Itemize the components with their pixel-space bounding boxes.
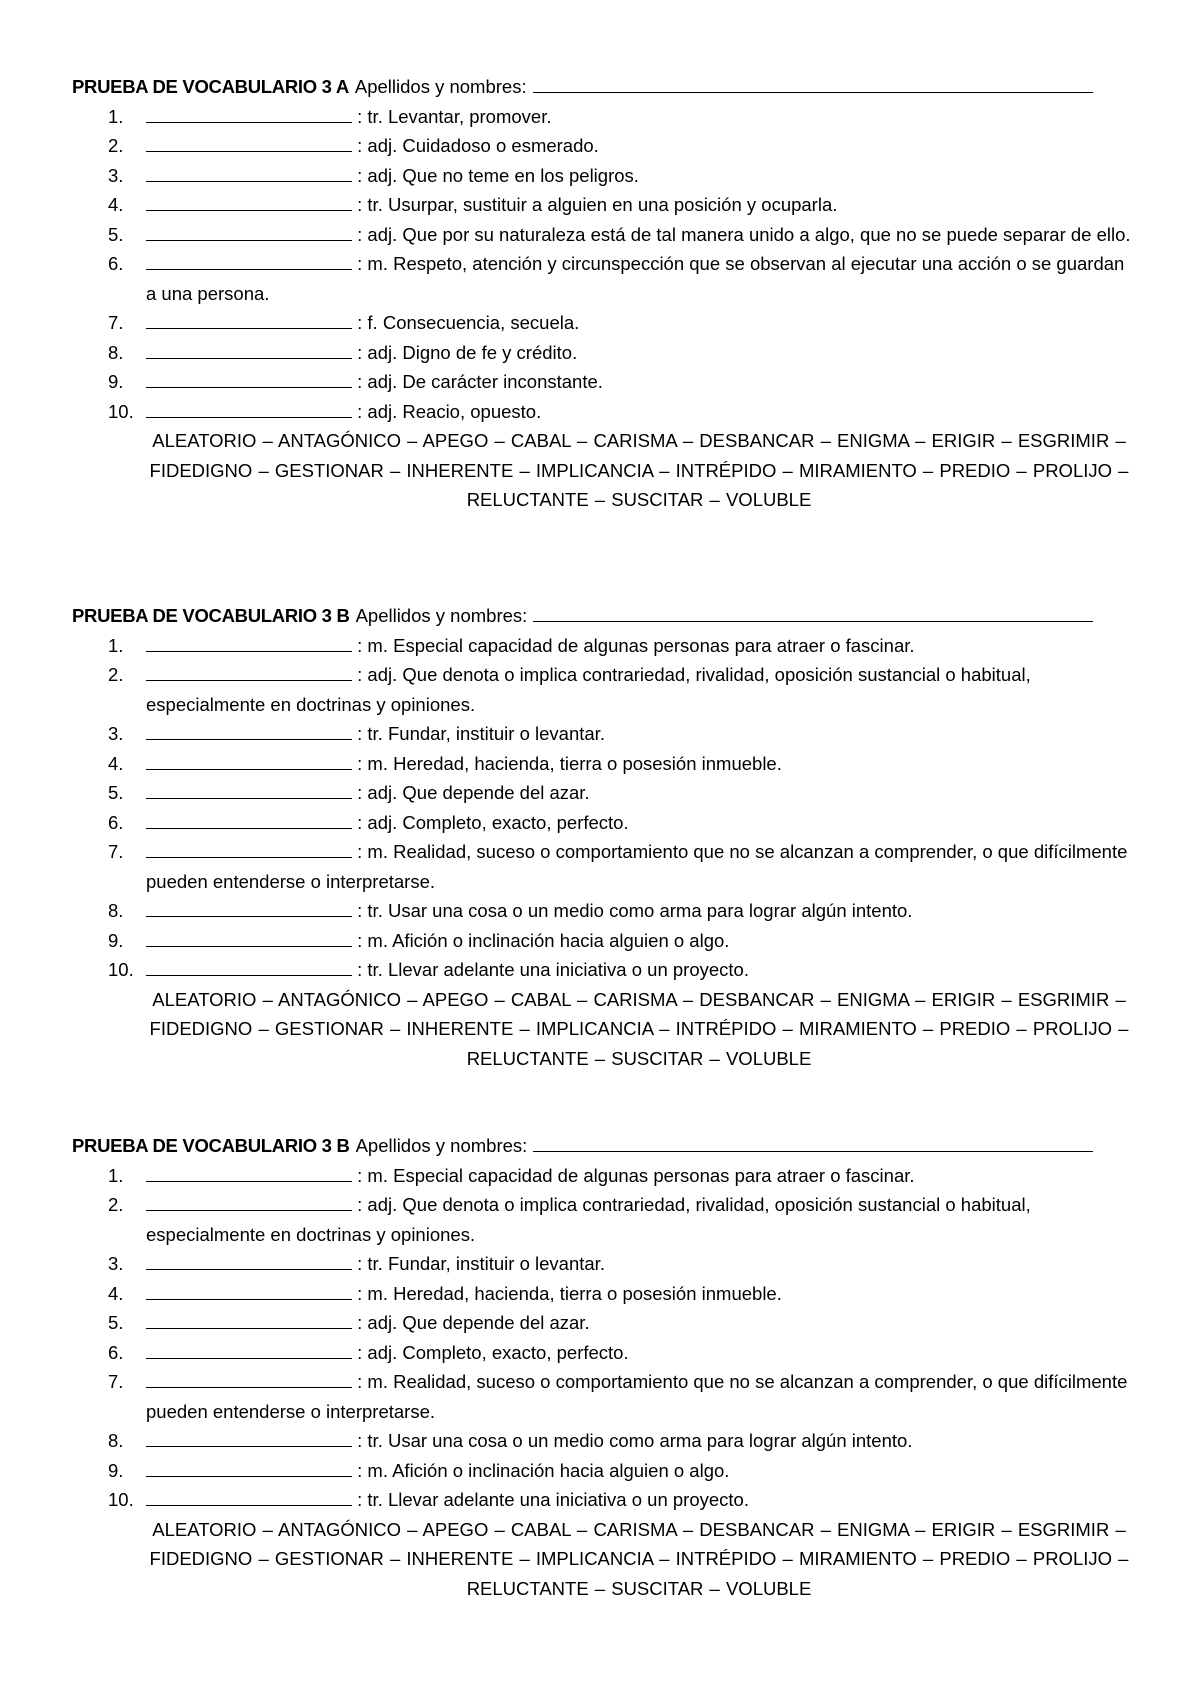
question-definition: : m. Heredad, hacienda, tierra o posesión inmueble.: [352, 752, 782, 774]
answer-blank[interactable]: [146, 369, 352, 388]
question-number: 2.: [108, 664, 124, 685]
question-definition: : m. Realidad, suceso o comportamiento que no se alcanzan a comprender, o que difícilmente pueden entenderse o interpretarse.: [146, 841, 1128, 892]
question-item: [72, 749, 1132, 779]
answer-blank[interactable]: [146, 340, 352, 359]
quiz-header: [72, 601, 1132, 631]
question-definition: : adj. Cuidadoso o esmerado.: [352, 135, 599, 156]
answer-blank[interactable]: [146, 399, 352, 418]
name-field[interactable]: [533, 1133, 1093, 1152]
answer-blank[interactable]: [146, 1487, 352, 1506]
quiz-header: [72, 72, 1132, 102]
question-definition: : adj. Reacio, opuesto.: [352, 400, 542, 422]
question-number: 6.: [108, 253, 124, 274]
question-number: 4.: [108, 752, 124, 774]
question-definition: : m. Respeto, atención y circunspección que se observan al ejecutar una acción o se guardan a una persona.: [146, 253, 1125, 304]
question-number: 1.: [108, 105, 124, 127]
question-item: [72, 896, 1132, 926]
question-number: 4.: [108, 194, 124, 215]
question-definition: : tr. Llevar adelante una iniciativa o un proyecto.: [352, 959, 749, 980]
answer-blank[interactable]: [146, 1340, 352, 1359]
question-number: 5.: [108, 223, 124, 245]
question-number: 4.: [108, 1282, 124, 1304]
question-number: 1.: [108, 1164, 124, 1186]
question-number: 6.: [108, 1341, 124, 1363]
question-definition: : tr. Llevar adelante una iniciativa o un proyecto.: [352, 1489, 749, 1510]
answer-blank[interactable]: [146, 1281, 352, 1300]
question-item: [72, 249, 1132, 308]
word-bank-line: FIDEDIGNO – GESTIONAR – INHERENTE – IMPLICANCIA – INTRÉPIDO – MIRAMIENTO – PREDIO – PROLIJO –: [149, 1548, 1129, 1569]
question-item: [72, 1367, 1132, 1426]
word-bank: [72, 985, 1132, 1074]
word-bank-line: RELUCTANTE – SUSCITAR – VOLUBLE: [466, 1047, 812, 1069]
name-field[interactable]: [533, 74, 1093, 93]
answer-blank[interactable]: [146, 192, 352, 211]
question-definition: : tr. Fundar, instituir o levantar.: [352, 1253, 605, 1274]
answer-blank[interactable]: [146, 310, 352, 329]
question-number: 9.: [108, 929, 124, 951]
answer-blank[interactable]: [146, 222, 352, 241]
question-list: [72, 102, 1132, 427]
question-number: 9.: [108, 1459, 124, 1481]
question-item: [72, 1426, 1132, 1456]
answer-blank[interactable]: [146, 633, 352, 652]
question-number: 3.: [108, 1253, 124, 1274]
answer-blank[interactable]: [146, 721, 352, 740]
answer-blank[interactable]: [146, 1428, 352, 1447]
question-number: 8.: [108, 341, 124, 363]
question-item: [72, 1190, 1132, 1249]
question-number: 7.: [108, 1371, 124, 1392]
question-number: 2.: [108, 135, 124, 156]
question-number: 1.: [108, 634, 124, 656]
question-list: [72, 631, 1132, 985]
name-label: Apellidos y nombres:: [355, 1135, 528, 1156]
name-label: Apellidos y nombres:: [354, 76, 527, 97]
word-bank-line: RELUCTANTE – SUSCITAR – VOLUBLE: [466, 489, 812, 510]
question-item: [72, 308, 1132, 338]
question-item: [72, 131, 1132, 161]
word-bank: [72, 1515, 1132, 1604]
question-number: 8.: [108, 900, 124, 921]
question-definition: : adj. De carácter inconstante.: [352, 371, 603, 392]
answer-blank[interactable]: [146, 1163, 352, 1182]
quiz-title: PRUEBA DE VOCABULARIO 3 A: [72, 76, 349, 97]
answer-blank[interactable]: [146, 104, 352, 123]
question-item: [72, 1249, 1132, 1279]
quiz-section-b-copy: [72, 1131, 1132, 1603]
question-definition: : adj. Que no teme en los peligros.: [352, 164, 639, 186]
question-definition: : adj. Completo, exacto, perfecto.: [352, 811, 629, 833]
question-number: 7.: [108, 312, 124, 333]
question-item: [72, 161, 1132, 191]
question-number: 7.: [108, 841, 124, 862]
question-item: [72, 631, 1132, 661]
question-definition: : tr. Usurpar, sustituir a alguien en una posición y ocuparla.: [352, 194, 838, 215]
question-definition: : tr. Levantar, promover.: [352, 105, 552, 127]
question-definition: : tr. Fundar, instituir o levantar.: [352, 723, 605, 744]
answer-blank[interactable]: [146, 898, 352, 917]
question-number: 8.: [108, 1430, 124, 1451]
question-definition: : m. Especial capacidad de algunas personas para atraer o fascinar.: [352, 634, 915, 656]
question-item: [72, 1308, 1132, 1338]
quiz-section-b: [72, 601, 1132, 1073]
question-number: 10.: [108, 959, 134, 980]
answer-blank[interactable]: [146, 839, 352, 858]
question-number: 10.: [108, 1489, 134, 1510]
name-label: Apellidos y nombres:: [355, 605, 528, 626]
question-number: 3.: [108, 164, 124, 186]
answer-blank[interactable]: [146, 780, 352, 799]
question-number: 5.: [108, 782, 124, 803]
quiz-header: [72, 1131, 1132, 1161]
question-definition: : m. Realidad, suceso o comportamiento que no se alcanzan a comprender, o que difícilmente pueden entenderse o interpretarse.: [146, 1371, 1128, 1422]
name-field[interactable]: [533, 603, 1093, 622]
answer-blank[interactable]: [146, 751, 352, 770]
question-item: [72, 778, 1132, 808]
question-definition: : m. Afición o inclinación hacia alguien o algo.: [352, 929, 730, 951]
question-item: [72, 220, 1132, 250]
question-definition: : adj. Que denota o implica contrariedad, rivalidad, oposición sustancial o habitual, especialmente en doctrinas y opiniones.: [146, 664, 1031, 715]
word-bank-line: FIDEDIGNO – GESTIONAR – INHERENTE – IMPLICANCIA – INTRÉPIDO – MIRAMIENTO – PREDIO – PROLIJO –: [149, 1018, 1129, 1039]
word-bank: [72, 426, 1132, 515]
question-definition: : adj. Que depende del azar.: [352, 782, 590, 803]
question-item: [72, 719, 1132, 749]
answer-blank[interactable]: [146, 957, 352, 976]
answer-blank[interactable]: [146, 810, 352, 829]
question-definition: : tr. Usar una cosa o un medio como arma para lograr algún intento.: [352, 900, 913, 921]
answer-blank[interactable]: [146, 662, 352, 681]
question-item: [72, 1161, 1132, 1191]
question-item: [72, 397, 1132, 427]
question-definition: : m. Heredad, hacienda, tierra o posesión inmueble.: [352, 1282, 782, 1304]
quiz-section-a: [72, 72, 1132, 515]
question-item: [72, 660, 1132, 719]
question-number: 5.: [108, 1312, 124, 1333]
question-definition: : tr. Usar una cosa o un medio como arma para lograr algún intento.: [352, 1430, 913, 1451]
question-item: [72, 955, 1132, 985]
question-definition: : adj. Que denota o implica contrariedad, rivalidad, oposición sustancial o habitual, especialmente en doctrinas y opiniones.: [146, 1194, 1031, 1245]
answer-blank[interactable]: [146, 928, 352, 947]
question-item: [72, 1279, 1132, 1309]
question-number: 9.: [108, 371, 124, 392]
answer-blank[interactable]: [146, 1458, 352, 1477]
word-bank-line: ALEATORIO – ANTAGÓNICO – APEGO – CABAL – CARISMA – DESBANCAR – ENIGMA – ERIGIR – ESGRIMIR –: [152, 430, 1126, 451]
question-number: 3.: [108, 723, 124, 744]
question-definition: : adj. Digno de fe y crédito.: [352, 341, 578, 363]
question-definition: : m. Especial capacidad de algunas personas para atraer o fascinar.: [352, 1164, 915, 1186]
answer-blank[interactable]: [146, 163, 352, 182]
question-item: [72, 808, 1132, 838]
question-item: [72, 190, 1132, 220]
word-bank-line: RELUCTANTE – SUSCITAR – VOLUBLE: [466, 1577, 812, 1599]
word-bank-line: ALEATORIO – ANTAGÓNICO – APEGO – CABAL – CARISMA – DESBANCAR – ENIGMA – ERIGIR – ESGRIMIR –: [152, 1518, 1126, 1540]
answer-blank[interactable]: [146, 133, 352, 152]
question-item: [72, 102, 1132, 132]
word-bank-line: ALEATORIO – ANTAGÓNICO – APEGO – CABAL – CARISMA – DESBANCAR – ENIGMA – ERIGIR – ESGRIMIR –: [152, 988, 1126, 1010]
word-bank-line: FIDEDIGNO – GESTIONAR – INHERENTE – IMPLICANCIA – INTRÉPIDO – MIRAMIENTO – PREDIO – PROLIJO –: [149, 459, 1129, 481]
question-number: 2.: [108, 1194, 124, 1215]
answer-blank[interactable]: [146, 1192, 352, 1211]
question-definition: : adj. Que por su naturaleza está de tal manera unido a algo, que no se puede separar de ello.: [352, 223, 1131, 245]
question-definition: : adj. Que depende del azar.: [352, 1312, 590, 1333]
question-item: [72, 367, 1132, 397]
question-item: [72, 837, 1132, 896]
question-item: [72, 1485, 1132, 1515]
question-definition: : adj. Completo, exacto, perfecto.: [352, 1341, 629, 1363]
question-definition: : m. Afición o inclinación hacia alguien o algo.: [352, 1459, 730, 1481]
question-number: 10.: [108, 400, 134, 422]
answer-blank[interactable]: [146, 1369, 352, 1388]
quiz-title: PRUEBA DE VOCABULARIO 3 B: [72, 1135, 350, 1156]
question-item: [72, 1456, 1132, 1486]
question-number: 6.: [108, 811, 124, 833]
question-definition: : f. Consecuencia, secuela.: [352, 312, 580, 333]
answer-blank[interactable]: [146, 1251, 352, 1270]
question-item: [72, 1338, 1132, 1368]
quiz-title: PRUEBA DE VOCABULARIO 3 B: [72, 605, 350, 626]
answer-blank[interactable]: [146, 251, 352, 270]
answer-blank[interactable]: [146, 1310, 352, 1329]
question-item: [72, 338, 1132, 368]
question-list: [72, 1161, 1132, 1515]
question-item: [72, 926, 1132, 956]
